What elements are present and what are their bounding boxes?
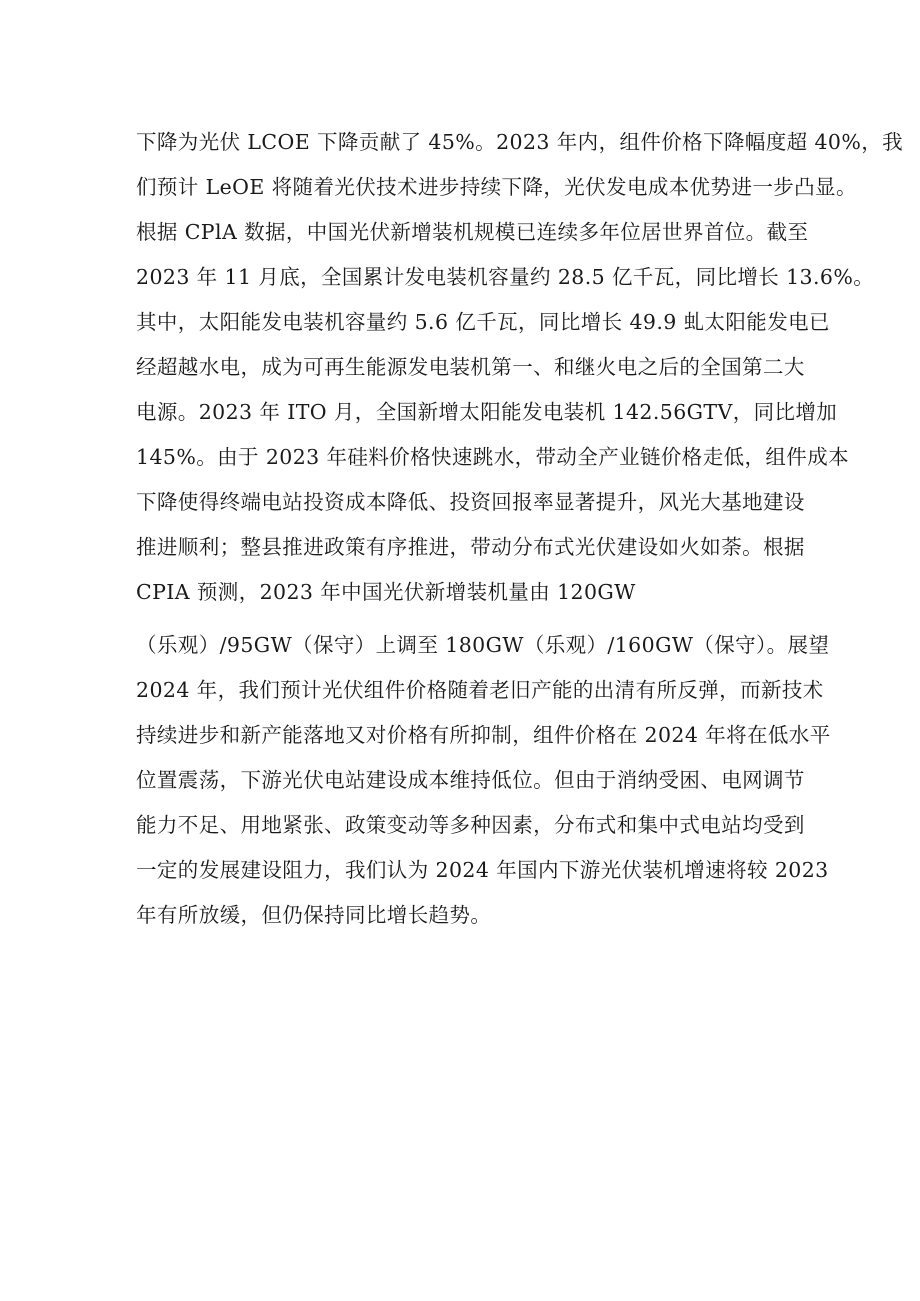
text-line: 电源。2023 年 ITO 月，全国新增太阳能发电装机 142.56GTV，同比增加 xyxy=(136,400,838,424)
text-line: 2023 年 11 月底，全国累计发电装机容量约 28.5 亿千瓦，同比增长 13.6%。 xyxy=(136,265,875,289)
text-line: 其中，太阳能发电装机容量约 5.6 亿千瓦，同比增长 49.9 虬太阳能发电已 xyxy=(136,310,830,334)
text-line: 下降使得终端电站投资成本降低、投资回报率显著提升，风光大基地建设 xyxy=(136,490,805,514)
text-line: 145%。由于 2023 年硅料价格快速跳水，带动全产业链价格走低，组件成本 xyxy=(136,445,850,469)
text-line: 2024 年，我们预计光伏组件价格随着老旧产能的出清有所反弹，而新技术 xyxy=(136,678,824,702)
text-line: 根据 CPlA 数据，中国光伏新增装机规模已连续多年位居世界首位。截至 xyxy=(136,220,809,244)
text-line: 推进顺利；整县推进政策有序推进，带动分布式光伏建设如火如荼。根据 xyxy=(136,535,805,559)
body-text xyxy=(136,120,904,938)
text-line: 们预计 LeOE 将随着光伏技术进步持续下降，光伏发电成本优势进一步凸显。 xyxy=(136,175,857,199)
text-line: 年有所放缓，但仍保持同比增长趋势。 xyxy=(136,903,492,927)
text-line: （乐观）/95GW（保守）上调至 180GW（乐观）/160GW（保守）。展望 xyxy=(136,633,830,657)
text-line: 一定的发展建设阻力，我们认为 2024 年国内下游光伏装机增速将较 2023 xyxy=(136,858,829,882)
text-line: CPIA 预测，2023 年中国光伏新增装机量由 120GW xyxy=(136,580,636,604)
text-line: 经超越水电，成为可再生能源发电装机第一、和继火电之后的全国第二大 xyxy=(136,355,805,379)
text-line: 下降为光伏 LCOE 下降贡献了 45%。2023 年内，组件价格下降幅度超 40%，我 xyxy=(136,130,904,154)
text-line: 能力不足、用地紧张、政策变动等多种因素，分布式和集中式电站均受到 xyxy=(136,813,805,837)
text-line: 持续进步和新产能落地又对价格有所抑制，组件价格在 2024 年将在低水平 xyxy=(136,723,831,747)
text-line: 位置震荡，下游光伏电站建设成本维持低位。但由于消纳受困、电网调节 xyxy=(136,768,805,792)
